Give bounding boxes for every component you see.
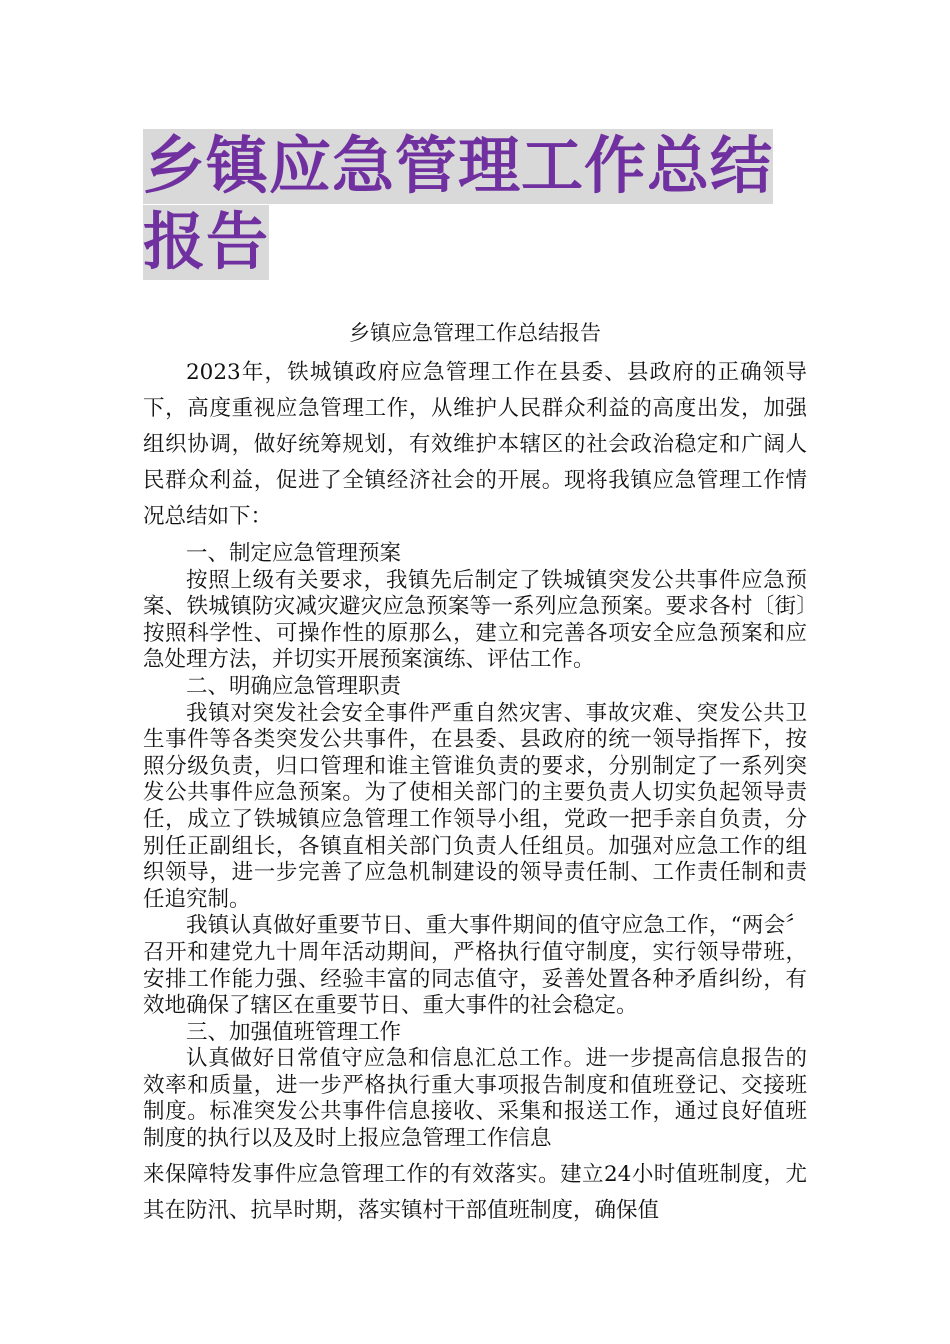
section-heading-3: 三、加强值班管理工作 (186, 1019, 402, 1045)
section-3-paragraph-1: 认真做好日常值守应急和信息汇总工作。进一步提高信息报告的效率和质量，进一步严格执行重大事项报告制度和值班登记、交接班制度。标准突发公共事件信息接收、采集和报送工作，通过良好值班制度的执行以及及时上报应急管理工作信息 (143, 1046, 807, 1152)
section-1-paragraph-1: 按照上级有关要求，我镇先后制定了铁城镇突发公共事件应急预案、铁城镇防灾减灾避灾应急预案等一系列应急预案。要求各村〔街〕按照科学性、可操作性的原那么，建立和完善各项安全应急预案和应急处理方法，并切实开展预案演练、评估工作。 (143, 567, 807, 673)
document-title-text: 乡镇应急管理工作总结报告 (143, 129, 774, 278)
section-3-paragraph-2: 来保障特发事件应急管理工作的有效落实。建立24小时值班制度，尤其在防汛、抗旱时期，落实镇村干部值班制度，确保值 (143, 1161, 807, 1223)
intro-paragraph: 2023年，铁城镇政府应急管理工作在县委、县政府的正确领导下，高度重视应急管理工作，从维护人民群众利益的高度出发，加强组织协调，做好统筹规划，有效维护本辖区的社会政治稳定和广阔人民群众利益，促进了全镇经济社会的开展。现将我镇应急管理工作情况总结如下： (143, 360, 807, 529)
document-body (143, 355, 807, 1229)
section-heading-1: 一、制定应急管理预案 (186, 541, 402, 566)
document-title (143, 128, 813, 280)
section-heading-2: 二、明确应急管理职责 (186, 673, 402, 699)
document-subtitle: 乡镇应急管理工作总结报告 (349, 321, 601, 345)
section-2-paragraph-1: 我镇对突发社会安全事件严重自然灾害、事故灾难、突发公共卫生事件等各类突发公共事件，在县委、县政府的统一领导指挥下，按照分级负责，归口管理和谁主管谁负责的要求，分别制定了一系列突发公共事件应急预案。为了使相关部门的主要负责人切实负起领导责任，成立了铁城镇应急管理工作领导小组，党政一把手亲自负责，分别任正副组长，各镇直相关部门负责人任组员。加强对应急工作的组织领导，进一步完善了应急机制建设的领导责任制、工作责任制和责任追究制。 (143, 700, 807, 912)
section-2-paragraph-2: 我镇认真做好重要节日、重大事件期间的值守应急工作，“两会〞召开和建党九十周年活动期间，严格执行值守制度，实行领导带班，安排工作能力强、经验丰富的同志值守，妥善处置各种矛盾纠纷，有效地确保了辖区在重要节日、重大事件的社会稳定。 (143, 913, 807, 1019)
